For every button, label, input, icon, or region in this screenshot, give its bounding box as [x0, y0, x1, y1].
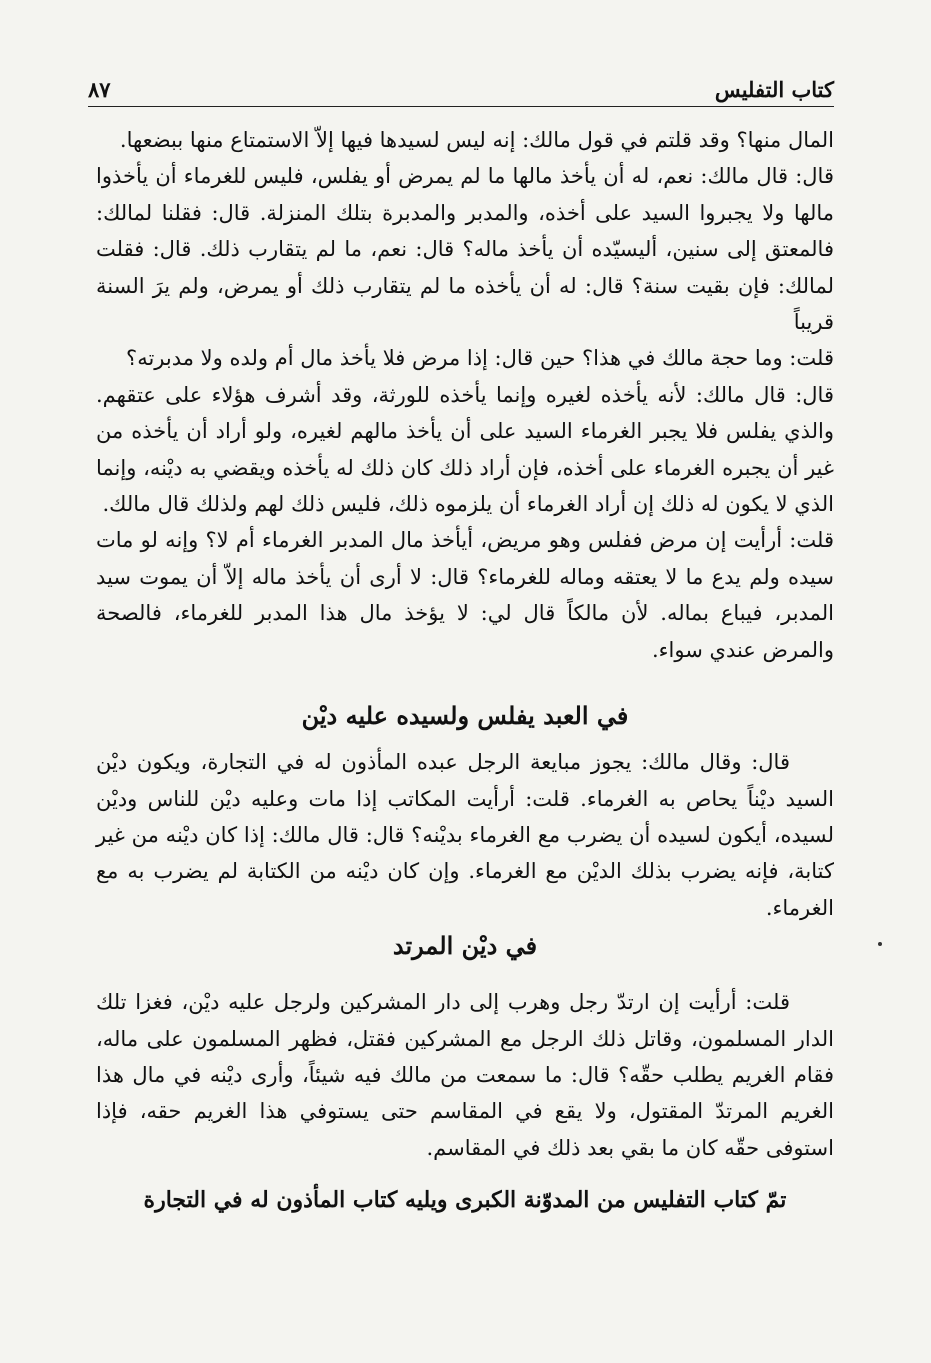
paragraph: قال: قال مالك: لأنه يأخذه لغيره وإنما يأخذه للورثة، وقد أشرف هؤلاء على عتقهم. والذي يفلس فلا يجبر الغرماء السيد على أن يأخذ مالهم لغيره، ولو أراد أن يأخذه من غير أن يجبره الغرماء على أخذه، فإن أراد ذلك كان ذلك له يأخذه ويقضي به ديْنه، وإنما الذي لا يكون له ذلك إن أراد الغرماء أن يلزموه ذلك، فليس ذلك لهم ولذلك قال مالك.	[96, 382, 834, 517]
section-title: في ديْن المرتد	[392, 931, 538, 961]
section-title: في العبد يفلس ولسيده عليه ديْن	[301, 701, 629, 731]
paragraph: قال: قال مالك: نعم، له أن يأخذ مالها ما لم يمرض أو يفلس، فليس للغرماء أن يأخذوا مالها ولا يجبروا السيد على أخذه، والمدبر والمدبرة بتلك المنزلة. قال: فقلنا لمالك: فالمعتق إلى سنين، أليسيّده أن يأخذ ماله؟ قال: نعم، ما لم يتقارب ذلك. قال: فقلت لمالك: فإن بقيت سنة؟ قال: له أن يأخذه ما لم يتقارب ذلك أو يمرض، ولم يرَ السنة قريباً	[96, 164, 834, 335]
closing-note: تمّ كتاب التفليس من المدوّنة الكبرى ويليه كتاب المأذون له في التجارة	[143, 1187, 787, 1214]
page-number: ٨٧	[88, 77, 111, 102]
page-header	[88, 66, 834, 107]
running-title: كتاب التفليس	[714, 77, 834, 102]
paragraph: قلت: أرأيت إن مرض ففلس وهو مريض، أيأخذ مال المدبر الغرماء أم لا؟ وإنه لو مات سيده ولم يدع ما لا يعتقه وماله للغرماء؟ قال: لا أرى أن يأخذ ماله إلاّ أن يموت سيد المدبر، فيباع بماله. لأن مالكاً قال لي: لا يؤخذ مال هذا المدبر للغرماء، فالصحة والمرض عندي سواء.	[96, 528, 834, 662]
paragraph: المال منها؟ وقد قلتم في قول مالك: إنه ليس لسيدها فيها إلاّ الاستمتاع منها ببضعها.	[119, 128, 834, 152]
body-text	[96, 122, 834, 1219]
paragraph: قال: وقال مالك: يجوز مبايعة الرجل عبده المأذون له في التجارة، ويكون ديْن السيد ديْناً يحاص به الغرماء. قلت: أرأيت المكاتب إذا مات وعليه ديْن للناس وديْن لسيده، أيكون لسيده أن يضرب مع الغرماء بديْنه؟ قال: قال مالك: إذا كان ديْنه من غير كتابة، فإنه يضرب بذلك الديْن مع الغرماء. وإن كان ديْنه من الكتابة لم يضرب به مع الغرماء.	[96, 750, 834, 920]
paragraph: قلت: أرأيت إن ارتدّ رجل وهرب إلى دار المشركين ولرجل عليه ديْن، فغزا تلك الدار المسلمون، وقاتل ذلك الرجل مع المشركين فقتل، فظهر المسلمون على ماله، فقام الغريم يطلب حقّه؟ قال: ما سمعت من مالك فيه شيئاً، وأرى ديْنه في مال هذا الغريم المرتدّ المقتول، ولا يقع في المقاسم حتى يستوفي هذا الغريم حقه، فإذا استوفى حقّه كان ما بقي بعد ذلك في المقاسم.	[96, 990, 834, 1160]
scan-speck	[878, 942, 882, 946]
paragraph: قلت: وما حجة مالك في هذا؟ حين قال: إذا مرض فلا يأخذ مال أم ولده ولا مدبرته؟	[126, 346, 834, 371]
